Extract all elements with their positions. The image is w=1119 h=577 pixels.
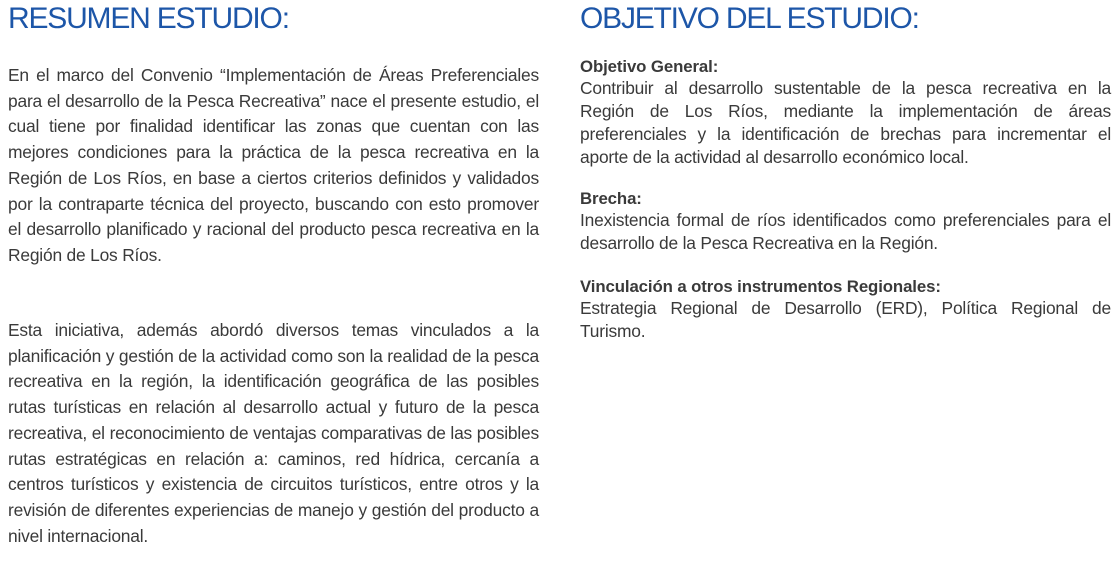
objetivo-general-text: Contribuir al desarrollo sustentable de la pesca recreativa en la Región de Los Ríos, mediante la implementación de áreas preferenciales y la identificación de brechas para incrementar el aporte de la actividad al desarrollo económico local.: [580, 78, 1111, 167]
vinculacion-section: [580, 277, 1111, 343]
brecha-section: [580, 189, 1111, 255]
objetivo-general-section: [580, 57, 1111, 169]
resumen-heading: RESUMEN ESTUDIO:: [8, 2, 289, 35]
brecha-text: Inexistencia formal de ríos identificados como preferenciales para el desarrollo de la Pesca Recreativa en la Región.: [580, 210, 1111, 253]
brecha-title: Brecha:: [580, 189, 642, 208]
vinculacion-title: Vinculación a otros instrumentos Regionales:: [580, 277, 941, 296]
vinculacion-text: Estrategia Regional de Desarrollo (ERD), Política Regional de Turismo.: [580, 298, 1111, 341]
objetivo-general-title: Objetivo General:: [580, 57, 719, 76]
resumen-paragraph-2: Esta iniciativa, además abordó diversos temas vinculados a la planificación y gestión de la actividad como son la realidad de la pesca recreativa en la región, la identificación geográfica de las posibles rutas turísticas en relación al desarrollo actual y futuro de la pesca recreativa, el reconocimiento de ventajas comparativas de las posibles rutas estratégicas en relación a: caminos, red hídrica, cercanía a centros turísticos y existencia de circuitos turísticos, entre otros y la revisión de diferentes experiencias de manejo y gestión del producto a nivel internacional.: [8, 320, 539, 546]
objetivo-heading: OBJETIVO DEL ESTUDIO:: [580, 2, 919, 35]
resumen-paragraph-1: En el marco del Convenio “Implementación de Áreas Preferenciales para el desarrollo de la Pesca Recreativa” nace el presente estudio, el cual tiene por finalidad identificar las zonas que cuentan con las mejores condiciones para la práctica de la pesca recreativa en la Región de Los Ríos, en base a ciertos criterios definidos y validados por la contraparte técnica del proyecto, buscando con esto promover el desarrollo planificado y racional del producto pesca recreativa en la Región de Los Ríos.: [8, 65, 539, 265]
